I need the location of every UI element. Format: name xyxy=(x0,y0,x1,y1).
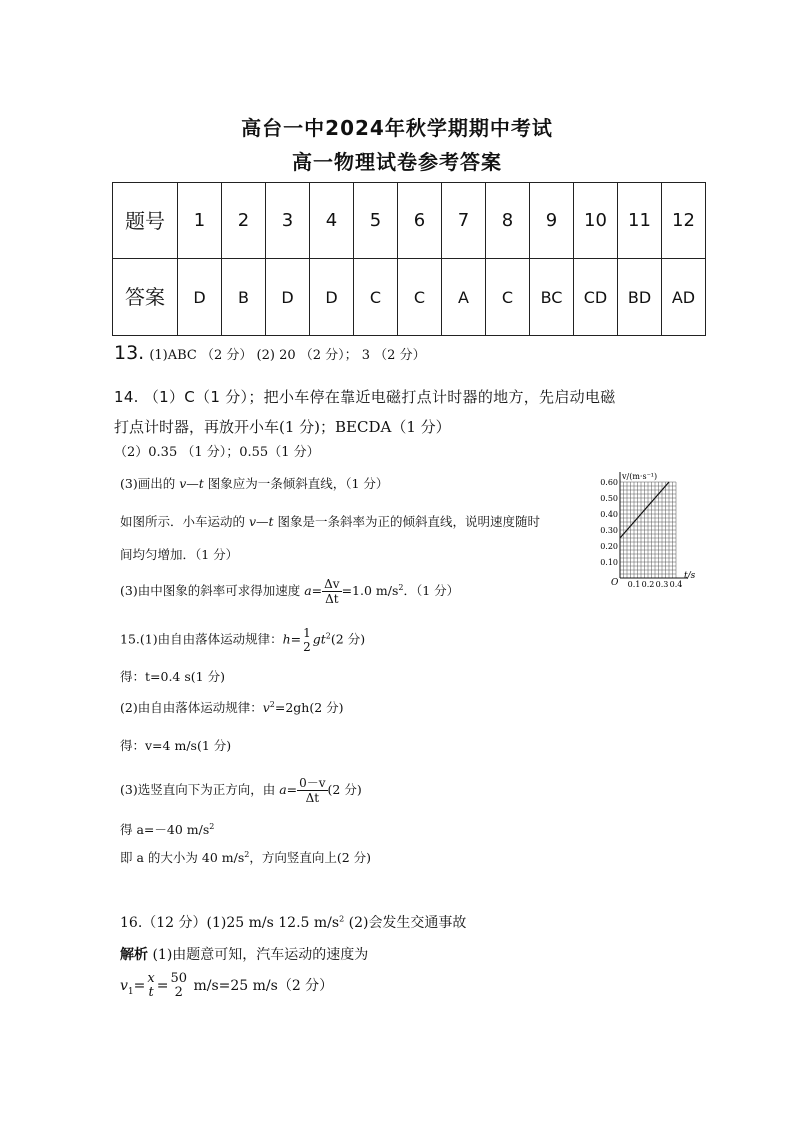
q15-accel-fraction xyxy=(297,776,327,805)
q15-half-fraction xyxy=(301,626,313,654)
graph-xtick-label: 0.4 xyxy=(669,580,683,589)
q15-l7-sup: 2 xyxy=(244,849,250,859)
q15-l5-c: (2 分) xyxy=(327,782,362,797)
answer-cell: A xyxy=(442,259,486,336)
q15-l7-b: ，方向竖直向上(2 分) xyxy=(249,850,372,865)
question-number-cell: 4 xyxy=(310,183,354,259)
q16-frac1 xyxy=(145,972,156,1000)
answer-cell: BD xyxy=(618,259,662,336)
q14-line7-sup: 2 xyxy=(398,582,404,592)
answer-cell: CD xyxy=(574,259,618,336)
q15-l3-a: (2)由自由落体运动规律： xyxy=(120,700,263,715)
q14-line4-c: 图象应为一条倾斜直线，（1 分） xyxy=(203,476,389,491)
q16-analysis-label: 解析 xyxy=(120,947,148,963)
answer-row-label: 答案 xyxy=(113,259,178,336)
graph-ytick-label: 0.30 xyxy=(600,526,618,535)
q14-line1: 14. （1）C（1 分）；把小车停在靠近电磁打点计时器的地方，先启动电磁 xyxy=(114,388,616,406)
q15-line2: 得：t=0.4 s(1 分) xyxy=(120,669,225,684)
q16-l1-a: 16.（12 分）(1)25 m/s 12.5 m/s xyxy=(120,915,340,931)
q14-line4 xyxy=(120,474,388,492)
q15-l7-a: 即 a 的大小为 40 m/s xyxy=(120,850,245,865)
question-number-cell: 9 xyxy=(530,183,574,259)
q16-l1-sup: 2 xyxy=(339,914,345,924)
q14-line5-c: 图象是一条斜率为正的倾斜直线，说明速度随时 xyxy=(273,514,541,529)
question-number-cell: 2 xyxy=(222,183,266,259)
q15-l3-v: v xyxy=(262,700,270,715)
q15-line6 xyxy=(120,820,214,838)
q14-line2: 打点计时器，再放开小车(1 分)；BECDA（1 分） xyxy=(114,418,451,436)
question-number-cell: 7 xyxy=(442,183,486,259)
graph-xtick-label: 0.2 xyxy=(641,580,655,589)
q16-line1 xyxy=(120,912,466,932)
frac-num: x xyxy=(147,971,155,986)
question-number-cell: 1 xyxy=(178,183,222,259)
frac-den: 2 xyxy=(303,640,311,654)
page-title: 高台一中2024年秋学期期中考试 xyxy=(241,116,553,140)
graph-ytick-label: 0.10 xyxy=(600,558,618,567)
frac-den: t xyxy=(148,985,154,1000)
answer-cell: D xyxy=(266,259,310,336)
q15-l1-gt: gt xyxy=(312,631,326,647)
q16-l2-text: (1)由题意可知，汽车运动的速度为 xyxy=(148,947,369,963)
q15-l1-a: 15.(1)由自由落体运动规律： xyxy=(120,631,283,647)
graph-origin: O xyxy=(611,578,619,588)
answer-cell: C xyxy=(354,259,398,336)
question-number-cell: 11 xyxy=(618,183,662,259)
q15-l3-sup: 2 xyxy=(269,699,275,709)
q14-line7-a-eq: a= xyxy=(304,583,323,598)
q16-l3-eq2: = xyxy=(156,978,169,994)
q16-line3 xyxy=(120,972,333,1000)
q16-l3-v: v xyxy=(120,978,128,994)
q14-line6: 间均匀增加．（1 分） xyxy=(120,547,239,562)
answer-cell: C xyxy=(486,259,530,336)
frac-den: Δt xyxy=(325,592,339,606)
q15-l6-a: 得 a=－40 m/s xyxy=(120,822,210,837)
graph-xtick-label: 0.3 xyxy=(655,580,669,589)
answer-cell: BC xyxy=(530,259,574,336)
answer-cell: D xyxy=(310,259,354,336)
q15-line1 xyxy=(120,626,365,654)
q15-line3 xyxy=(120,698,344,716)
answer-table xyxy=(112,182,706,336)
q13-block xyxy=(114,342,426,364)
q15-l3-c: =2gh(2 分) xyxy=(274,700,344,715)
q14-line7-d: ．（1 分） xyxy=(403,583,460,598)
q14-line3: （2）0.35 （1 分）；0.55（1 分） xyxy=(114,445,320,460)
question-number-cell: 12 xyxy=(662,183,706,259)
answer-cell: C xyxy=(398,259,442,336)
question-row-label: 题号 xyxy=(113,183,178,259)
q15-l5-a: (3)选竖直向下为正方向，由 xyxy=(120,782,280,797)
q15-l6-sup: 2 xyxy=(209,821,215,831)
graph-ylabel: v/(m·s⁻¹) xyxy=(622,472,658,481)
question-number-cell: 3 xyxy=(266,183,310,259)
answer-cell: B xyxy=(222,259,266,336)
q13-text: (1)ABC （2 分） (2) 20 （2 分）； 3 （2 分） xyxy=(149,348,426,363)
frac-num: 0－v xyxy=(299,776,326,790)
q14-line5 xyxy=(120,512,540,530)
q15-line4: 得：v=4 m/s(1 分) xyxy=(120,738,232,753)
q14-line4-a: (3)画出的 xyxy=(120,476,180,491)
q16-l3-sub: 1 xyxy=(127,986,134,997)
answer-cell: D xyxy=(178,259,222,336)
question-number-cell: 8 xyxy=(486,183,530,259)
graph-ytick-label: 0.60 xyxy=(600,478,618,487)
q14-line7-a: (3)由中图象的斜率可求得加速度 xyxy=(120,583,305,598)
frac-den: 2 xyxy=(174,985,183,1000)
q16-l3-eq: = xyxy=(133,978,146,994)
frac-den: Δt xyxy=(305,791,320,805)
frac-num: 50 xyxy=(170,971,188,986)
q16-l3-d: m/s=25 m/s（2 分） xyxy=(189,978,334,994)
page-subtitle: 高一物理试卷参考答案 xyxy=(292,150,502,174)
q15-line7 xyxy=(120,848,371,866)
q15-line5 xyxy=(120,776,362,805)
answer-cell: AD xyxy=(662,259,706,336)
q14-accel-fraction xyxy=(322,577,341,606)
q13-number: 13. xyxy=(114,342,145,364)
graph-ytick-label: 0.40 xyxy=(600,510,618,519)
q16-l1-b: (2)会发生交通事故 xyxy=(344,915,467,931)
q14-line7 xyxy=(120,577,459,606)
graph-xlabel: t/s xyxy=(684,571,696,581)
q16-frac2 xyxy=(168,972,189,1000)
frac-num: Δv xyxy=(324,577,340,591)
q14-line7-c: =1.0 m/s xyxy=(341,583,399,598)
q14-line5-vt: v—t xyxy=(248,514,274,529)
q15-l1-sup: 2 xyxy=(325,631,331,641)
graph-xtick-label: 0.1 xyxy=(627,580,641,589)
q14-line5-a: 如图所示．小车运动的 xyxy=(120,514,249,529)
q15-l1-d: (2 分) xyxy=(330,631,366,647)
q15-l1-h: h= xyxy=(282,631,302,647)
graph-ytick-label: 0.20 xyxy=(600,542,618,551)
q14-line4-vt: v—t xyxy=(179,476,204,491)
q16-line2 xyxy=(120,944,368,964)
question-number-cell: 10 xyxy=(574,183,618,259)
frac-num: 1 xyxy=(303,626,311,640)
vt-graph xyxy=(596,468,696,590)
question-number-cell: 6 xyxy=(398,183,442,259)
question-number-cell: 5 xyxy=(354,183,398,259)
q15-l5-a-eq: a= xyxy=(279,782,298,797)
graph-ytick-label: 0.50 xyxy=(600,494,618,503)
